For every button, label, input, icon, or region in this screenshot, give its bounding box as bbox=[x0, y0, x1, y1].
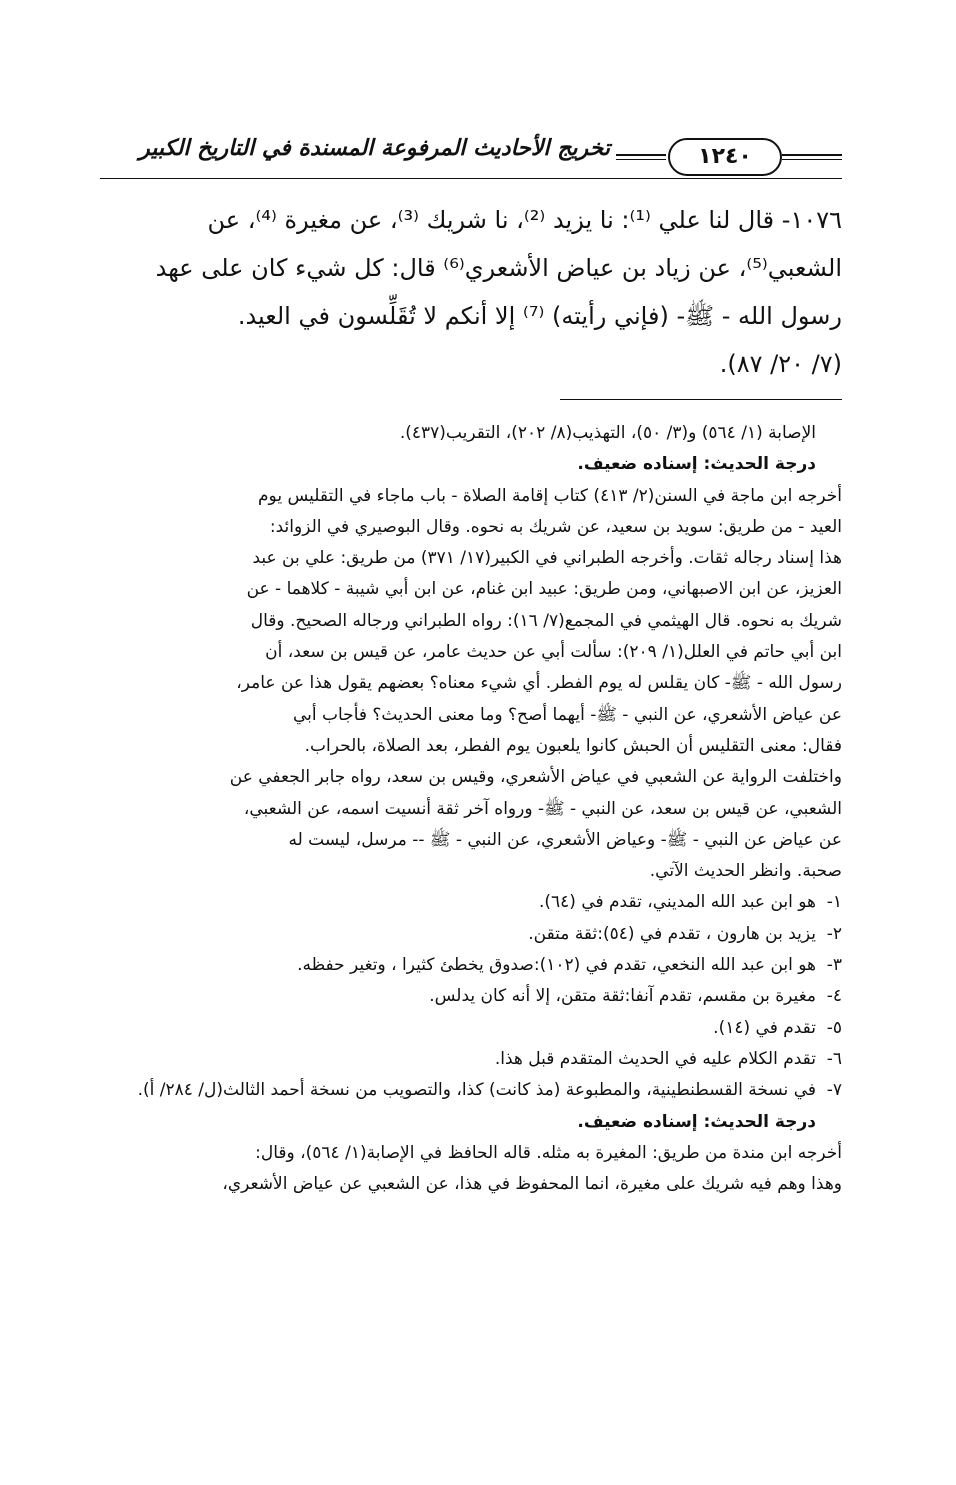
takhrij-line: عن عياض عن النبي - ﷺ- وعياض الأشعري، عن النبي - ﷺ -- مرسل، ليست له bbox=[288, 829, 842, 850]
takhrij-line: عن عياض الأشعري، عن النبي - ﷺ- أيهما أصح؟ وما معنى الحديث؟ فأجاب أبي bbox=[292, 704, 842, 725]
hadith-grade: درجة الحديث: إسناده ضعيف. bbox=[577, 1111, 816, 1132]
running-title: تخريج الأحاديث المرفوعة المسندة في التاريخ الكبير bbox=[139, 136, 610, 161]
hadith-grade: درجة الحديث: إسناده ضعيف. bbox=[577, 454, 816, 475]
footnote-number: ١- bbox=[826, 892, 842, 913]
header-rule bbox=[616, 154, 666, 160]
footnote-item bbox=[100, 1044, 842, 1075]
header-underline bbox=[100, 178, 842, 179]
footnote-item bbox=[100, 950, 842, 981]
footnote-number: ٤- bbox=[826, 986, 842, 1007]
footnote-item bbox=[100, 887, 842, 918]
footnote-item bbox=[100, 981, 842, 1012]
takhrij-line: فقال: معنى التقليس أن الحبش كانوا يلعبون يوم الفطر، بعد الصلاة، بالحراب. bbox=[304, 735, 842, 756]
hadith-line: رسول الله - ﷺ- (فإني رأيته) ⁽⁷⁾ إلا أنكم لا تُقَلِّسون في العيد. bbox=[237, 302, 842, 330]
hadith-text bbox=[100, 196, 842, 388]
hadith-line: ١٠٧٦- قال لنا علي ⁽¹⁾: نا يزيد ⁽²⁾، نا شريك ⁽³⁾، عن مغيرة ⁽⁴⁾، عن bbox=[207, 206, 842, 234]
takhrij-line: العيد - من طريق: سويد بن سعيد، عن شريك به نحوه. وقال البوصيري في الزوائد: bbox=[269, 516, 842, 537]
footnote-text: تقدم في (١٤). bbox=[713, 1017, 816, 1038]
footnote-text: في نسخة القسطنطينية، والمطبوعة (مذ كانت) كذا، والتصويب من نسخة أحمد الثالث(ل/ ٢٨٤/ أ). bbox=[137, 1080, 816, 1101]
footnote-divider bbox=[560, 399, 842, 400]
footnote-item bbox=[100, 1013, 842, 1044]
header-rule bbox=[782, 154, 842, 160]
page-header bbox=[100, 130, 842, 186]
takhrij-line: أخرجه ابن ماجة في السنن(٢/ ٤١٣) كتاب إقامة الصلاة - باب ماجاء في التقليس يوم bbox=[258, 485, 842, 506]
hadith-line: (٧/ ٢٠/ ٨٧). bbox=[719, 350, 842, 378]
takhrij-paragraph bbox=[100, 1138, 842, 1201]
footnote-text: تقدم الكلام عليه في الحديث المتقدم قبل هذا. bbox=[494, 1048, 816, 1069]
takhrij-line: شريك به نحوه. قال الهيثمي في المجمع(٧/ ١٦): رواه الطبراني ورجاله الصحيح. وقال bbox=[250, 610, 842, 631]
takhrij-line: وهذا وهم فيه شريك على مغيرة، انما المحفوظ في هذا، عن الشعبي عن عياض الأشعري، bbox=[222, 1174, 842, 1195]
takhrij-line: أخرجه ابن مندة من طريق: المغيرة به مثله. قاله الحافظ في الإصابة(١/ ٥٦٤)، وقال: bbox=[255, 1142, 842, 1163]
footnotes-section bbox=[100, 418, 842, 1200]
takhrij-line: واختلفت الرواية عن الشعبي في عياض الأشعري، وقيس بن سعد، رواه جابر الجعفي عن bbox=[229, 767, 842, 788]
hadith-line: الشعبي⁽⁵⁾، عن زياد بن عياض الأشعري⁽⁶⁾ قال: كل شيء كان على عهد bbox=[155, 254, 842, 282]
takhrij-line: ابن أبي حاتم في العلل(١/ ٢٠٩): سألت أبي عن حديث عامر، عن قيس بن سعد، أن bbox=[265, 642, 842, 663]
footnote-text: هو ابن عبد الله النخعي، تقدم في (١٠٢):صدوق يخطئ كثيرا ، وتغير حفظه. bbox=[297, 955, 816, 976]
note-continuation: الإصابة (١/ ٥٦٤) و(٣/ ٥٠)، التهذيب(٨/ ٢٠٢)، التقريب(٤٣٧). bbox=[399, 423, 816, 443]
footnote-text: هو ابن عبد الله المديني، تقدم في (٦٤). bbox=[538, 892, 816, 913]
footnote-item bbox=[100, 1075, 842, 1106]
takhrij-line: العزيز، عن ابن الاصبهاني، ومن طريق: عبيد ابن غنام، عن ابن أبي شيبة - كلاهما - عن bbox=[246, 579, 842, 600]
footnote-number: ٦- bbox=[826, 1048, 842, 1069]
footnote-number: ٥- bbox=[826, 1017, 842, 1038]
footnote-item bbox=[100, 919, 842, 950]
takhrij-line: صحبة. وانظر الحديث الآتي. bbox=[649, 861, 842, 882]
takhrij-line: الشعبي، عن قيس بن سعد، عن النبي - ﷺ- ورواه آخر ثقة أنسيت اسمه، عن الشعبي، bbox=[243, 798, 842, 819]
footnote-number: ٣- bbox=[826, 955, 842, 976]
takhrij-line: هذا إسناد رجاله ثقات. وأخرجه الطبراني في الكبير(١٧/ ٣٧١) من طريق: علي بن عبد bbox=[252, 548, 842, 569]
footnote-text: مغيرة بن مقسم، تقدم آنفا:ثقة متقن، إلا أنه كان يدلس. bbox=[429, 986, 816, 1007]
footnote-number: ٢- bbox=[826, 923, 842, 944]
takhrij-line: رسول الله - ﷺ- كان يقلس له يوم الفطر. أي شيء معناه؟ بعضهم يقول هذا عن عامر، bbox=[236, 673, 842, 694]
takhrij-paragraph bbox=[100, 481, 842, 888]
footnote-number: ٧- bbox=[826, 1080, 842, 1101]
page-number: ١٢٤٠ bbox=[668, 138, 782, 176]
footnote-text: يزيد بن هارون ، تقدم في (٥٤):ثقة متقن. bbox=[528, 923, 816, 944]
